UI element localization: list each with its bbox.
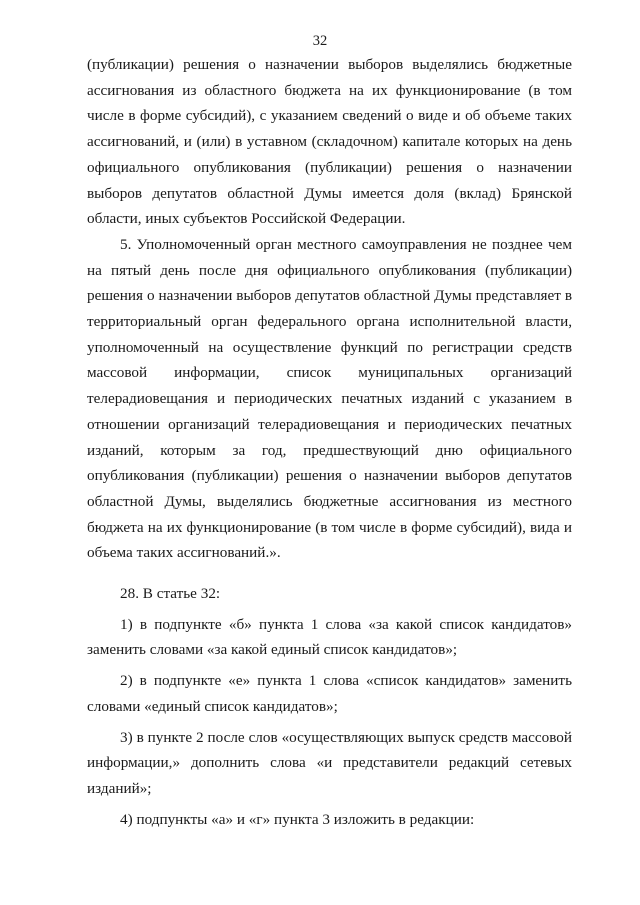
paragraph-subitem-3: 3) в пункте 2 после слов «осуществляющих выпуск средств массовой информации,» дополнить слова «и представители редакций сетевых изданий»; [87,728,572,797]
bottom-text-block [87,581,572,832]
paragraph-continuation: (публикации) решения о назначении выборов выделялись бюджетные ассигнования из областного бюджета на их функционирование (в том числе в форме субсидий), с указанием сведений о виде и об объеме таких ассигнований, и (или) в уставном (складочном) капитале которых на день официального опубликования (публикации) решения о назначении выборов депутатов областной Думы имеется доля (вклад) Брянской области, иных субъектов Российской Федерации. [87,56,572,228]
paragraph-subitem-2: 2) в подпункте «е» пункта 1 слова «список кандидатов» заменить словами «единый список кандидатов»; [87,672,572,715]
page-number: 32 [312,33,328,49]
top-text-block [87,52,572,566]
paragraph-article-28: 28. В статье 32: [120,585,221,602]
paragraph-item-5: 5. Уполномоченный орган местного самоуправления не позднее чем на пятый день после дня официального опубликования (публикации) решения о назначении выборов депутатов областной Думы представляет в территориальный орган федерального органа исполнительной власти, уполномоченный на осуществление функций по регистрации средств массовой информации, список муниципальных организаций телерадиовещания и периодических печатных изданий с указанием в отношении организаций телерадиовещания и периодических печатных изданий, которым за год, предшествующий дню официального опубликования (публикации) решения о назначении выборов депутатов областной Думы, выделялись бюджетные ассигнования из местного бюджета на их функционирование (в том числе в форме субсидий), вида и объема таких ассигнований.». [87,235,572,562]
paragraph-subitem-4: 4) подпункты «а» и «г» пункта 3 изложить в редакции: [120,810,475,828]
paragraph-subitem-1: 1) в подпункте «б» пункта 1 слова «за какой список кандидатов» заменить словами «за какой единый список кандидатов»; [87,615,572,659]
